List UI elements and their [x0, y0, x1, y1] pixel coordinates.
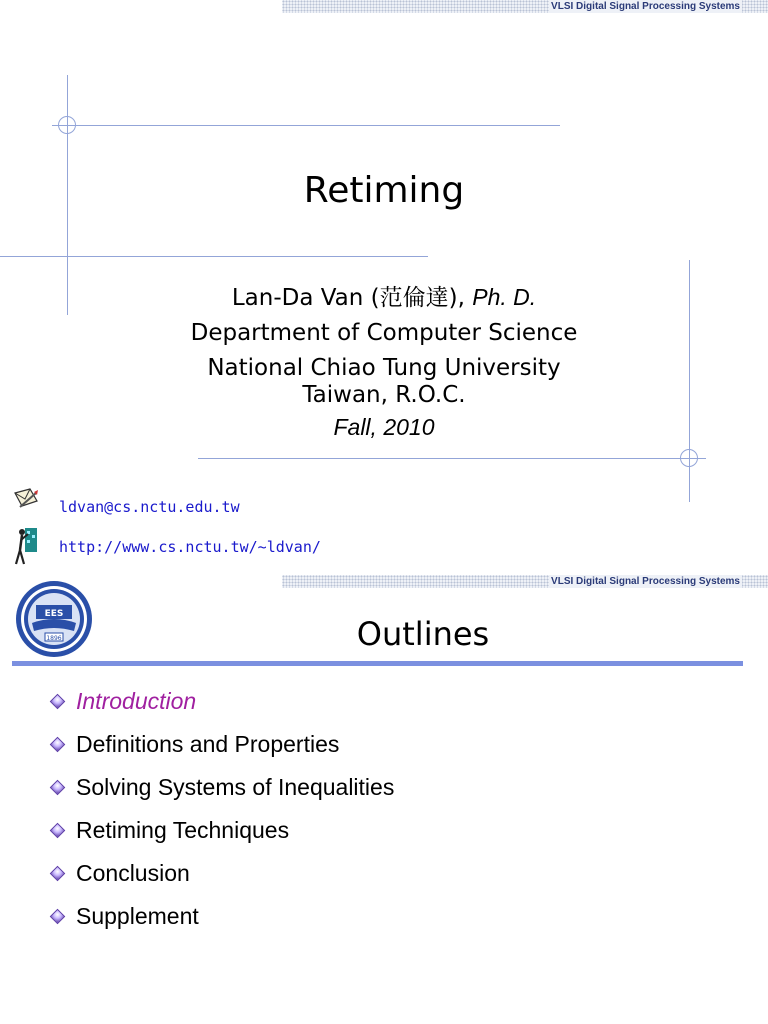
slide-title: Retiming: [303, 170, 465, 211]
course-header: VLSI Digital Signal Processing Systems: [551, 576, 740, 587]
diamond-bullet-icon: [50, 737, 66, 753]
author-degree: Ph. D.: [472, 284, 537, 310]
department: Department of Computer Science: [190, 320, 578, 346]
outline-item-label: Solving Systems of Inequalities: [76, 774, 395, 800]
svg-text:EES: EES: [44, 609, 64, 619]
outline-item-introduction: [52, 688, 196, 715]
outline-item-techniques: [52, 817, 289, 844]
diamond-bullet-icon: [50, 866, 66, 882]
email-link[interactable]: ldvan@cs.nctu.edu.tw: [59, 498, 240, 516]
outline-item-inequalities: [52, 774, 394, 801]
diamond-bullet-icon: [50, 909, 66, 925]
university: National Chiao Tung University: [207, 355, 561, 381]
country: Taiwan, R.O.C.: [302, 382, 466, 408]
decor-horizontal-line-mid: [0, 256, 428, 257]
outline-item-label: Introduction: [76, 688, 197, 714]
term: Fall, 2010: [333, 414, 435, 440]
outline-slide: [0, 575, 768, 1024]
diamond-bullet-icon: [50, 823, 66, 839]
author-block: [0, 280, 768, 445]
outline-item-label: Supplement: [76, 903, 199, 929]
diamond-bullet-icon: [50, 694, 66, 710]
university-seal-logo: [14, 579, 94, 659]
outline-item-label: Retiming Techniques: [76, 817, 290, 843]
homepage-link[interactable]: http://www.cs.nctu.tw/~ldvan/: [59, 538, 321, 556]
course-header: VLSI Digital Signal Processing Systems: [551, 1, 740, 12]
slide-title: Outlines: [356, 615, 490, 653]
diamond-bullet-icon: [50, 780, 66, 796]
logo-year: 1896: [46, 635, 62, 642]
author-line: [0, 280, 768, 316]
crosshair-icon: [680, 449, 698, 467]
decor-horizontal-line-bottom: [198, 458, 706, 459]
outline-item-label: Conclusion: [76, 860, 190, 886]
outline-item-conclusion: [52, 860, 190, 887]
email-icon: [12, 487, 40, 511]
outline-item-supplement: [52, 903, 199, 930]
crosshair-icon: [58, 116, 76, 134]
header-band: [282, 575, 768, 588]
web-icon: [12, 526, 40, 566]
decor-horizontal-line-top: [52, 125, 560, 126]
outline-item-label: Definitions and Properties: [76, 731, 340, 757]
title-underline: [12, 661, 743, 666]
outline-item-definitions: [52, 731, 339, 758]
header-band: [282, 0, 768, 13]
author-name: Lan-Da Van (范倫達),: [231, 285, 473, 311]
